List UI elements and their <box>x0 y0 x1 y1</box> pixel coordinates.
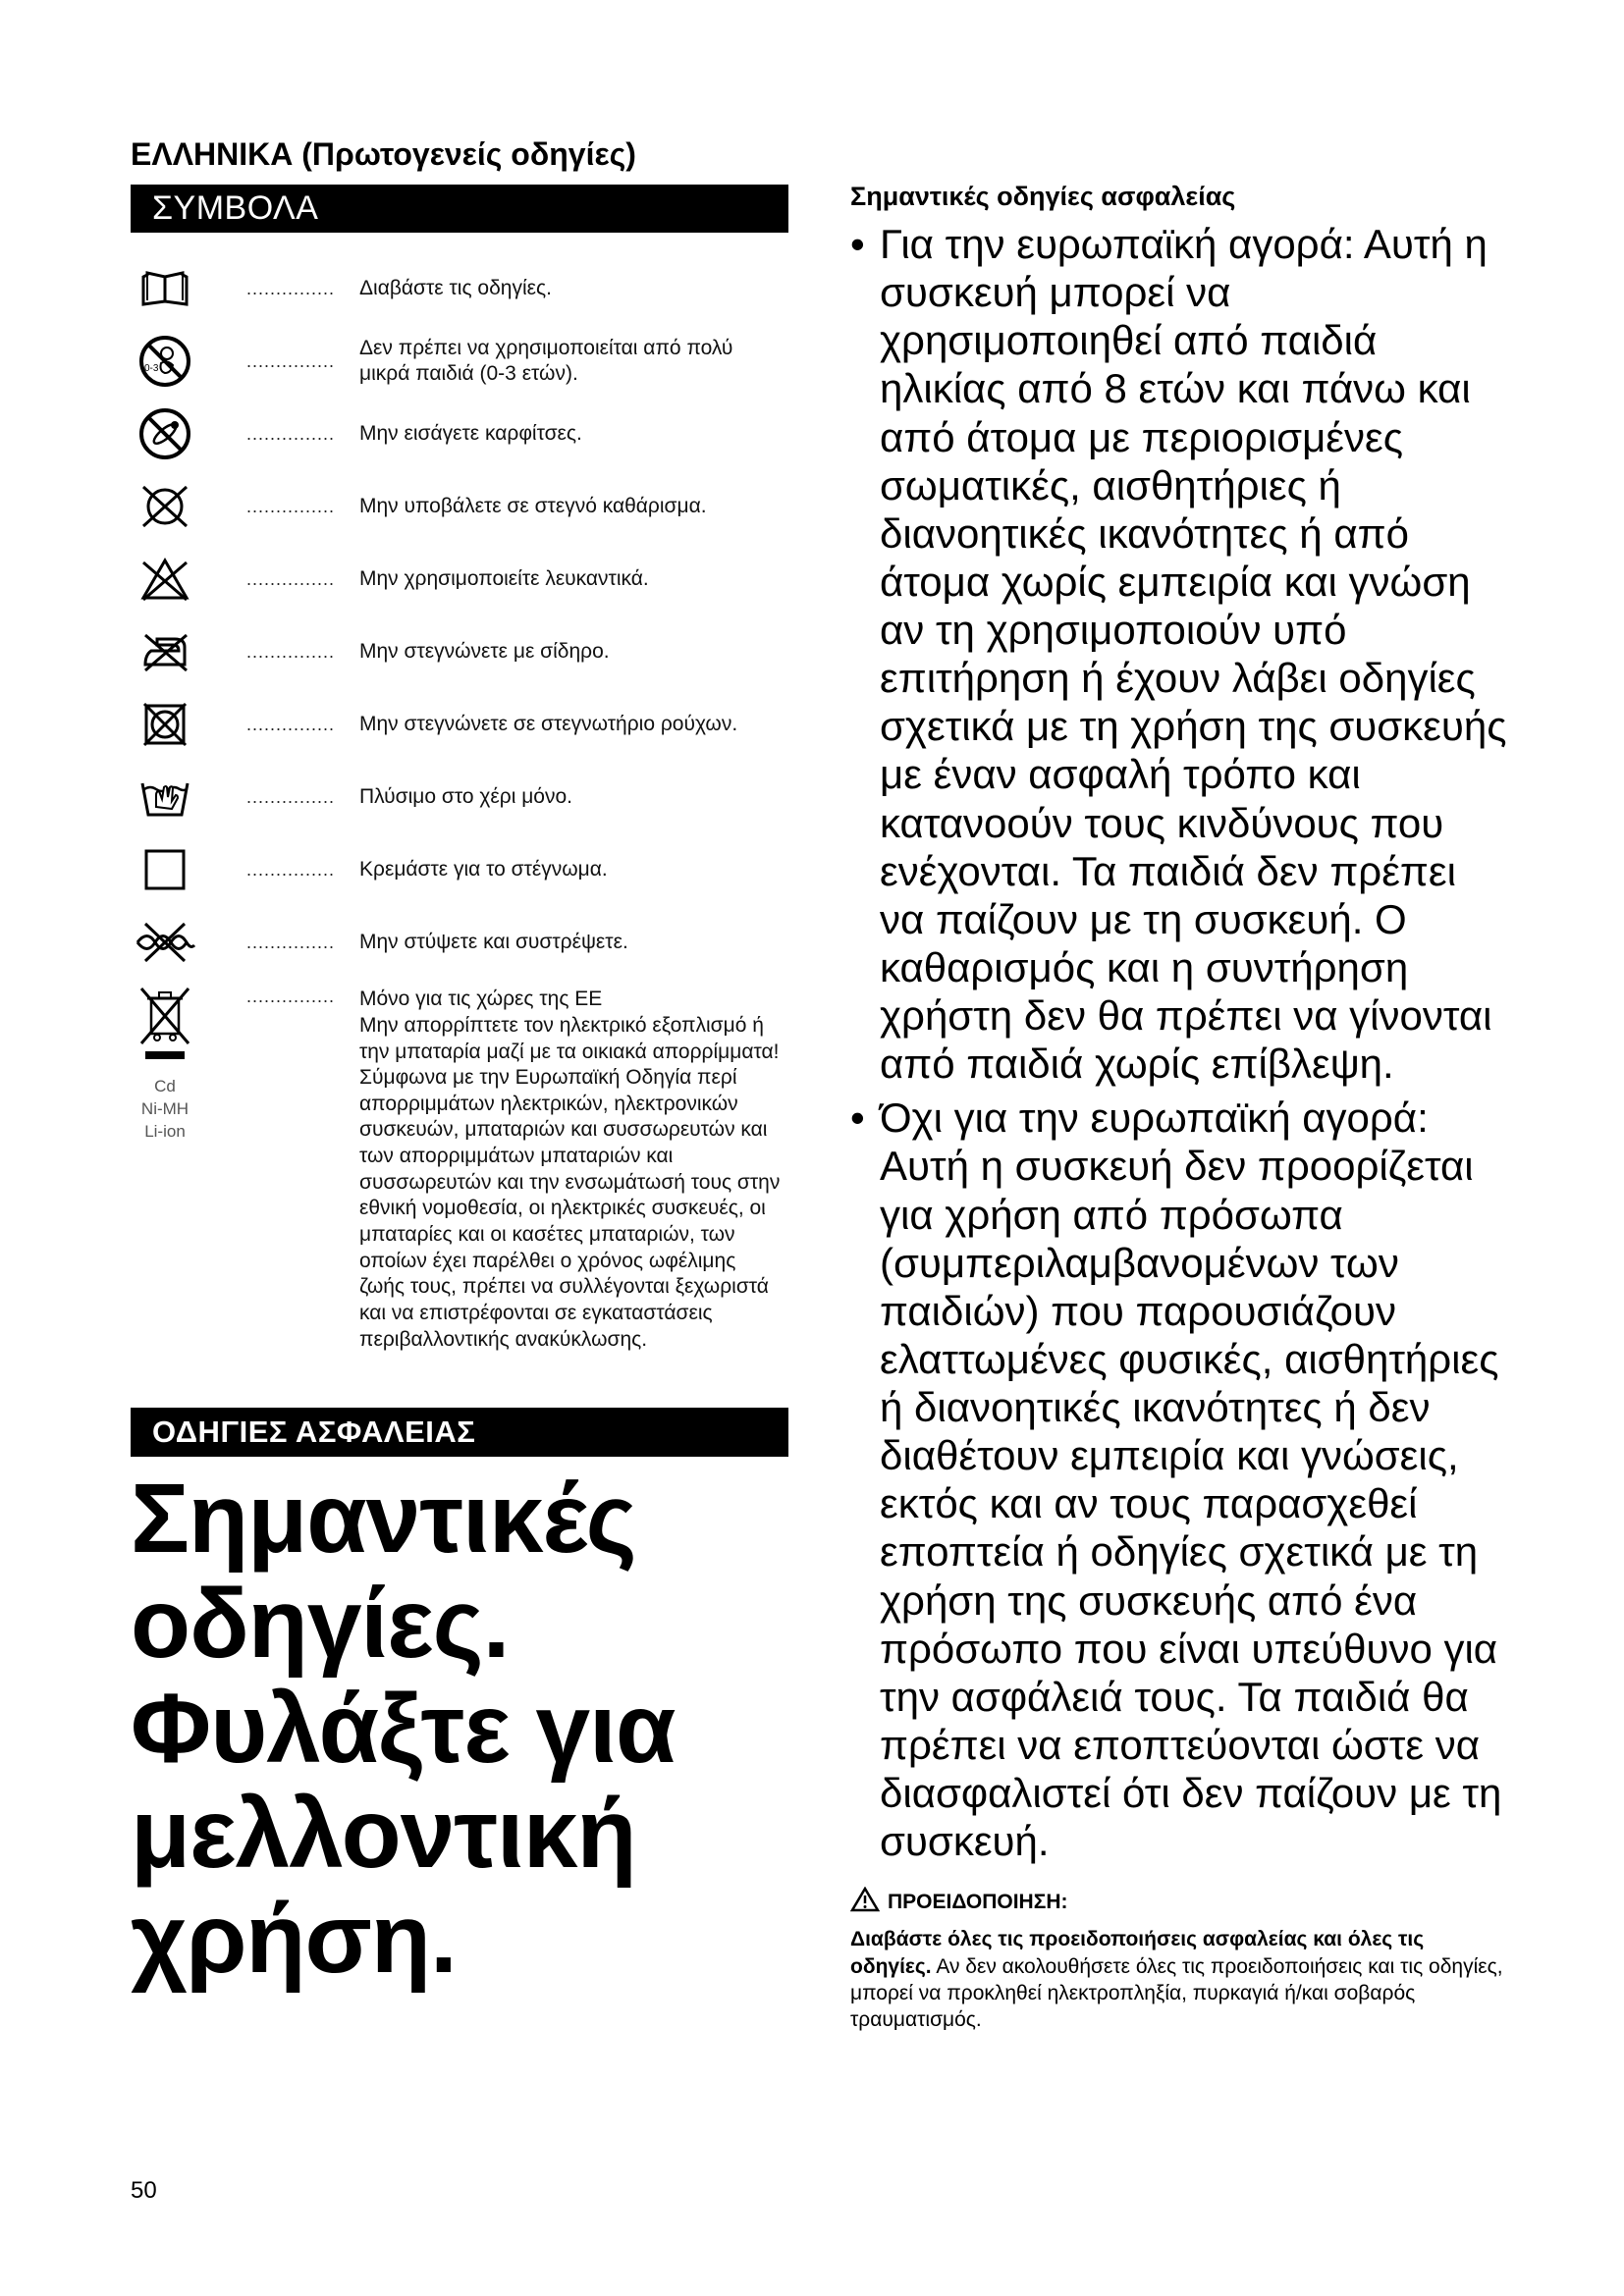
no-dry-clean-icon <box>131 478 199 535</box>
symbol-text: Μην στεγνώνετε σε στεγνωτήριο ρούχων. <box>359 712 738 735</box>
symbol-row <box>131 623 788 680</box>
book-icon <box>131 260 199 317</box>
symbol-row <box>131 769 788 826</box>
symbol-dots: ............... <box>246 278 336 298</box>
right-column <box>850 182 1508 2033</box>
bullet: • <box>850 1095 865 1142</box>
warning-triangle-icon <box>850 1887 888 1918</box>
weee-block <box>131 987 788 1353</box>
symbols-list <box>131 260 788 1353</box>
chem-label: Cd <box>154 1077 176 1096</box>
symbol-row <box>131 478 788 535</box>
list-item: • Για την ευρωπαϊκή αγορά: Αυτή η συσκευή μπορεί να χρησιμοποιηθεί από παιδιά ηλικίας από 8 ετών και πάνω και από άτομα με περιορισμένες σωματικές, αισθητήριες ή διανοητικές ικανότητες ή από άτομα χωρίς εμπειρία και γνώση αν τη χρησιμοποιούν υπό επιτήρηση ή έχουν λάβει οδηγίες σχετικά με τη χρήση της συσκευής με έναν ασφαλή τρόπο και κατανοούν τους κινδύνους που ενέχονται. Τα παιδιά δεν πρέπει να παίζουν με τη συσκευή. Ο καθαρισμός και η συντήρηση χρήστη δεν θα πρέπει να γίνονται από παιδιά χωρίς επίβλεψη. <box>850 221 1507 1088</box>
symbol-dots: ............... <box>246 641 336 662</box>
symbol-text: Μην υποβάλετε σε στεγνό καθάρισμα. <box>359 494 707 517</box>
symbol-dots: ............... <box>246 932 336 952</box>
symbol-text: Πλύσιμο στο χέρι μόνο. <box>359 784 572 808</box>
line-dry-icon <box>131 841 199 898</box>
symbol-text: Διαβάστε τις οδηγίες. <box>359 276 552 299</box>
safety-big-title: Σημαντικές οδηγίες. Φυλάξτε για μελλοντική χρήση. <box>131 1463 676 1994</box>
symbol-text: Δεν πρέπει να χρησιμοποιείται από πολύ μικρά παιδιά (0-3 ετών). <box>359 336 733 386</box>
crossed-bin-icon <box>137 987 192 1072</box>
weee-text: Μόνο για τις χώρες της ΕΕ Μην απορρίπτετε τον ηλεκτρικό εξοπλισμό ή την μπαταρία μαζί με τα οικιακά απορρίμματα! Σύμφωνα με την Ευρωπαϊκή Οδηγία περί απορριμμάτων ηλεκτρικών, ηλεκτρονικών συσκευών, μπαταριών και συσσωρευτών και των απορριμμάτων μπαταριών και συσσωρευτών και την ενσωμάτωσή τους στην εθνική νομοθεσία, οι ηλεκτρικές συσκευές, οι μπαταρίες και οι κασέτες μπαταριών, των οποίων έχει παρέλθει ο χρόνος ωφέλιμης ζωής τους, πρέπει να συλλέγονται ξεχωριστά και να επιστρέφονται σε εγκαταστάσεις περιβαλλοντικής ανακύκλωσης. <box>359 988 781 1351</box>
hand-wash-icon <box>131 769 199 826</box>
safety-section-title: ΟΔΗΓΙΕΣ ΑΣΦΑΛΕΙΑΣ <box>131 1408 788 1456</box>
no-children-0-3-icon <box>131 333 199 390</box>
symbol-row <box>131 696 788 753</box>
no-pins-icon <box>131 405 199 462</box>
language-heading: ΕΛΛΗΝΙΚΑ (Πρωτογενείς οδηγίες) <box>131 136 636 172</box>
no-tumble-dry-icon <box>131 696 199 753</box>
symbol-text: Μην εισάγετε καρφίτσες. <box>359 421 582 445</box>
chem-label: Li-ion <box>144 1122 186 1142</box>
symbol-dots: ............... <box>246 496 336 516</box>
warning-heading: ΠΡΟΕΙΔΟΠΟΙΗΣΗ: <box>850 1887 1508 1918</box>
chem-label: Ni-MH <box>140 1099 189 1119</box>
symbol-row <box>131 260 788 317</box>
symbols-section-title: ΣΥΜΒΟΛΑ <box>131 185 788 233</box>
safety-instructions-heading: Σημαντικές οδηγίες ασφαλείας <box>850 182 1236 211</box>
symbol-text: Μην στεγνώνετε με σίδηρο. <box>359 639 610 663</box>
symbol-dots: ............... <box>246 714 336 734</box>
symbol-dots: ............... <box>246 350 336 371</box>
symbol-row <box>131 333 788 390</box>
symbol-row <box>131 551 788 608</box>
symbol-dots: ............... <box>246 568 336 589</box>
bullet: • <box>850 221 865 267</box>
symbol-text: Μην στύψετε και συστρέψετε. <box>359 930 628 953</box>
no-bleach-icon <box>131 551 199 608</box>
symbol-dots: ............... <box>246 987 336 1007</box>
symbol-dots: ............... <box>246 786 336 807</box>
age-range-label: 0-3 <box>144 363 159 375</box>
symbol-row <box>131 405 788 462</box>
list-item: • Όχι για την ευρωπαϊκή αγορά: Αυτή η συσκευή δεν προορίζεται για χρήση από πρόσωπα (συμπεριλαμβανομένων των παιδιών) που παρουσιάζουν ελαττωμένες φυσικές, αισθητήριες ή διανοητικές ικανότητες ή δεν διαθέτουν εμπειρία και γνώσεις, εκτός και αν τους παρασχεθεί εποπτεία ή οδηγίες σχετικά με τη χρήση της συσκευής από ένα πρόσωπο που είναι υπεύθυνο για την ασφάλειά τους. Τα παιδιά θα πρέπει να εποπτεύονται ώστε να διασφαλιστεί ότι δεν παίζουν με τη συσκευή. <box>850 1095 1502 1865</box>
symbol-row <box>131 914 788 971</box>
symbol-text: Μην χρησιμοποιείτε λευκαντικά. <box>359 566 649 590</box>
page-number: 50 <box>131 2177 157 2204</box>
warning-body: Διαβάστε όλες τις προειδοποιήσεις ασφαλείας και όλες τις οδηγίες. Αν δεν ακολουθήσετε όλες τις προειδοποιήσεις και τις οδηγίες, μπορεί να προκληθεί ηλεκτροπληξία, πυρκαγιά ή/και σοβαρός τραυματισμός. <box>850 1928 1503 2032</box>
safety-bullet-list <box>850 220 1508 1865</box>
symbol-dots: ............... <box>246 423 336 444</box>
no-wring-icon <box>131 914 199 971</box>
symbol-text: Κρεμάστε για το στέγνωμα. <box>359 857 608 881</box>
no-iron-icon <box>131 623 199 680</box>
symbol-dots: ............... <box>246 859 336 880</box>
symbol-row <box>131 841 788 898</box>
left-column <box>131 135 788 1992</box>
